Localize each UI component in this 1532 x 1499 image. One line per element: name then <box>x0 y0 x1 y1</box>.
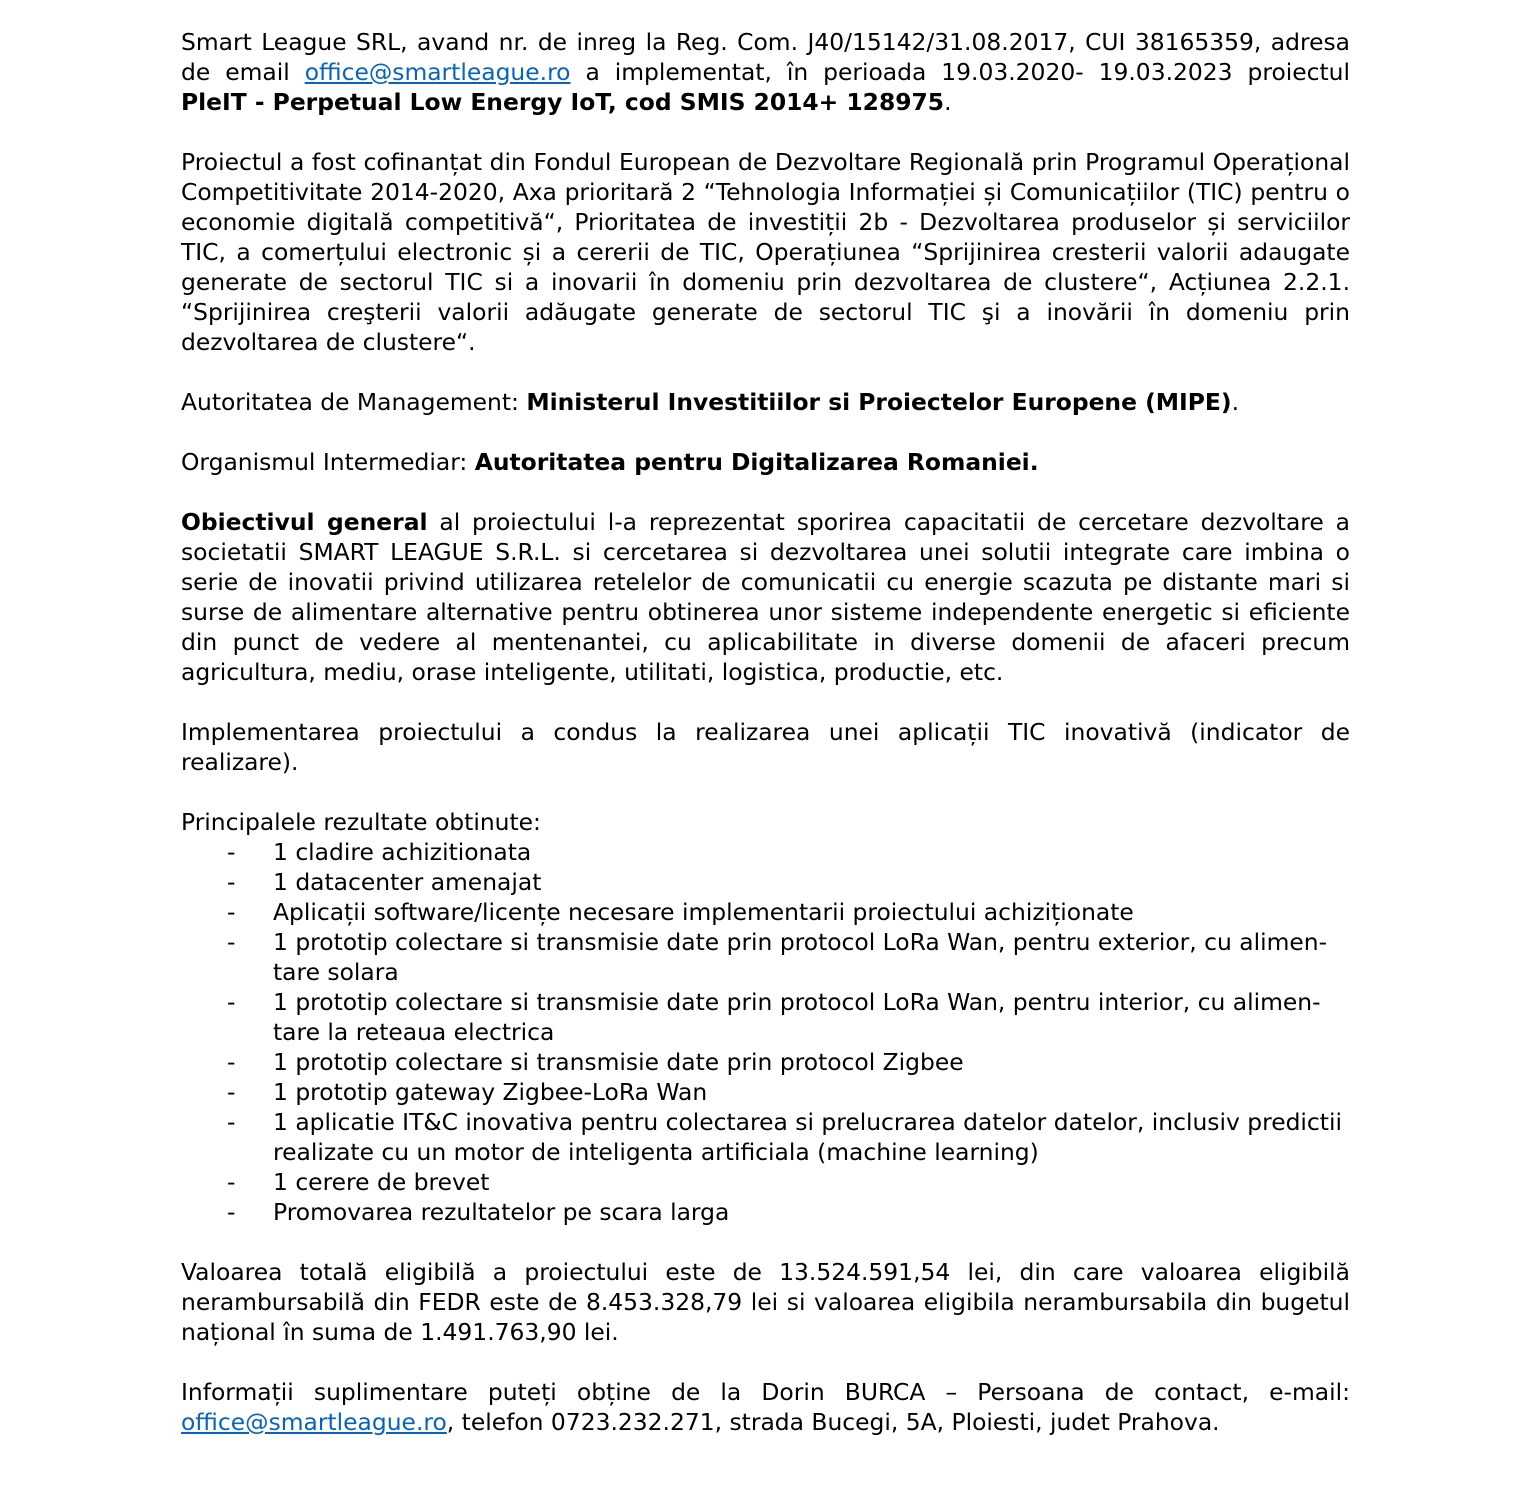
result-item-text: 1 cladire achizitionata <box>273 838 532 866</box>
bullet-dash: - <box>227 1198 236 1226</box>
result-item-text: Promovarea rezultatelor pe scara larga <box>273 1198 730 1226</box>
result-item-text: 1 prototip colectare si transmisie date prin protocol LoRa Wan, pentru exterior, cu alimen- tare solara <box>273 928 1328 986</box>
intermediary-paragraph <box>181 447 1350 477</box>
spacer <box>181 117 1350 147</box>
result-item <box>181 1197 1350 1227</box>
spacer <box>181 777 1350 807</box>
value-paragraph: Valoarea totală eligibilă a proiectului este de 13.524.591,54 lei, din care valoarea eligibilă nerambursabilă din FEDR este de 8.453.328,79 lei si valoarea eligibila nerambursabila din bugetul național în suma de 1.491.763,90 lei. <box>181 1258 1350 1346</box>
intro-email-link[interactable]: office@smartleague.ro <box>304 58 571 86</box>
objective-text: al proiectului l-a reprezentat sporirea capacitatii de cercetare dezvoltare a societatii SMART LEAGUE S.R.L. si cercetarea si dezvoltarea unei solutii integrate care imbina o serie de inovatii privind utilizarea retelelor de comunicatii cu energie scazuta pe distante mari si surse de alimentare alternative pentru obtinerea unor sisteme independente energetic si eficiente din punct de vedere al mentenantei, cu aplicabilitate in diverse domenii de afaceri precum agricultura, mediu, orase inteligente, utilitati, logistica, productie, etc. <box>181 508 1350 686</box>
result-item <box>181 867 1350 897</box>
bullet-dash: - <box>227 1168 236 1196</box>
bullet-dash: - <box>227 868 236 896</box>
intermediary-label: Organismul Intermediar: <box>181 448 475 476</box>
result-item <box>181 1167 1350 1197</box>
spacer <box>181 417 1350 447</box>
intro-part2: a implementat, în perioada 19.03.2020- 19.03.2023 proiectul <box>570 58 1351 86</box>
spacer <box>181 477 1350 507</box>
spacer <box>181 357 1350 387</box>
result-item <box>181 1107 1350 1167</box>
result-item <box>181 897 1350 927</box>
bullet-dash: - <box>227 838 236 866</box>
bullet-dash: - <box>227 1048 236 1076</box>
bullet-dash: - <box>227 898 236 926</box>
contact-email-link[interactable]: office@smartleague.ro <box>181 1408 447 1436</box>
bullet-dash: - <box>227 928 236 956</box>
result-item-text: 1 cerere de brevet <box>273 1168 490 1196</box>
bullet-dash: - <box>227 988 236 1016</box>
document-page <box>181 27 1350 1437</box>
contact-line-1: Informații suplimentare puteți obține de la Dorin BURCA – Persoana de contact, e-mail: <box>181 1378 1350 1406</box>
result-item <box>181 1047 1350 1077</box>
intro-paragraph <box>181 27 1350 117</box>
result-item-text: 1 prototip colectare si transmisie date prin protocol LoRa Wan, pentru interior, cu alimen- tare la reteaua electrica <box>273 988 1321 1046</box>
contact-line-2 <box>181 1407 1350 1437</box>
spacer <box>181 1227 1350 1257</box>
contact-rest: , telefon 0723.232.271, strada Bucegi, 5A, Ploiesti, judet Prahova. <box>446 1408 1220 1436</box>
spacer <box>181 687 1350 717</box>
result-item-text: Aplicații software/licențe necesare implementarii proiectului achiziționate <box>273 898 1134 926</box>
results-heading: Principalele rezultate obtinute: <box>181 808 541 836</box>
bullet-dash: - <box>227 1078 236 1106</box>
bullet-dash: - <box>227 1108 236 1136</box>
result-item <box>181 1077 1350 1107</box>
management-label: Autoritatea de Management: <box>181 388 527 416</box>
result-item-text: 1 datacenter amenajat <box>273 868 542 896</box>
financing-paragraph: Proiectul a fost cofinanțat din Fondul European de Dezvoltare Regională prin Programul Operațional Competitivitate 2014-2020, Axa prioritară 2 “Tehnologia Informației și Comunicațiilor (TIC) pentru o economie digitală competitivă“, Prioritatea de investiții 2b - Dezvoltarea produselor și serviciilor TIC, a comerțului electronic și a cererii de TIC, Operațiunea “Sprijinirea cresterii valorii adaugate generate de sectorul TIC si a inovarii în domeniu prin dezvoltarea de clustere“, Acțiunea 2.2.1. “Sprijinirea creşterii valorii adăugate generate de sectorul TIC şi a inovării în domeniu prin dezvoltarea de clustere“. <box>181 148 1350 356</box>
management-value: Ministerul Investitiilor si Proiectelor Europene (MIPE) <box>526 388 1232 416</box>
spacer <box>181 1347 1350 1377</box>
objective-paragraph <box>181 507 1350 687</box>
intro-part1: Smart League SRL, avand nr. de inreg la Reg. Com. J40/15142/31.08.2017, CUI 38165359, adresa de email <box>181 28 1350 86</box>
intro-end: . <box>944 88 952 116</box>
result-item-text: 1 prototip gateway Zigbee-LoRa Wan <box>273 1078 708 1106</box>
results-list <box>181 837 1350 1227</box>
result-item <box>181 837 1350 867</box>
intermediary-value: Autoritatea pentru Digitalizarea Romaniei. <box>474 448 1039 476</box>
result-item <box>181 927 1350 987</box>
management-end: . <box>1231 388 1240 416</box>
management-paragraph <box>181 387 1350 417</box>
result-item <box>181 987 1350 1047</box>
implementation-paragraph: Implementarea proiectului a condus la realizarea unei aplicații TIC inovativă (indicator de realizare). <box>181 718 1350 776</box>
result-item-text: 1 prototip colectare si transmisie date prin protocol Zigbee <box>273 1048 964 1076</box>
objective-label: Obiectivul general <box>181 508 428 536</box>
project-name: PleIT - Perpetual Low Energy IoT, cod SMIS 2014+ 128975 <box>181 88 945 116</box>
result-item-text: 1 aplicatie IT&C inovativa pentru colectarea si prelucrarea datelor datelor, inclusiv predictii realizate cu un motor de inteligenta artificiala (machine learning) <box>273 1108 1342 1166</box>
